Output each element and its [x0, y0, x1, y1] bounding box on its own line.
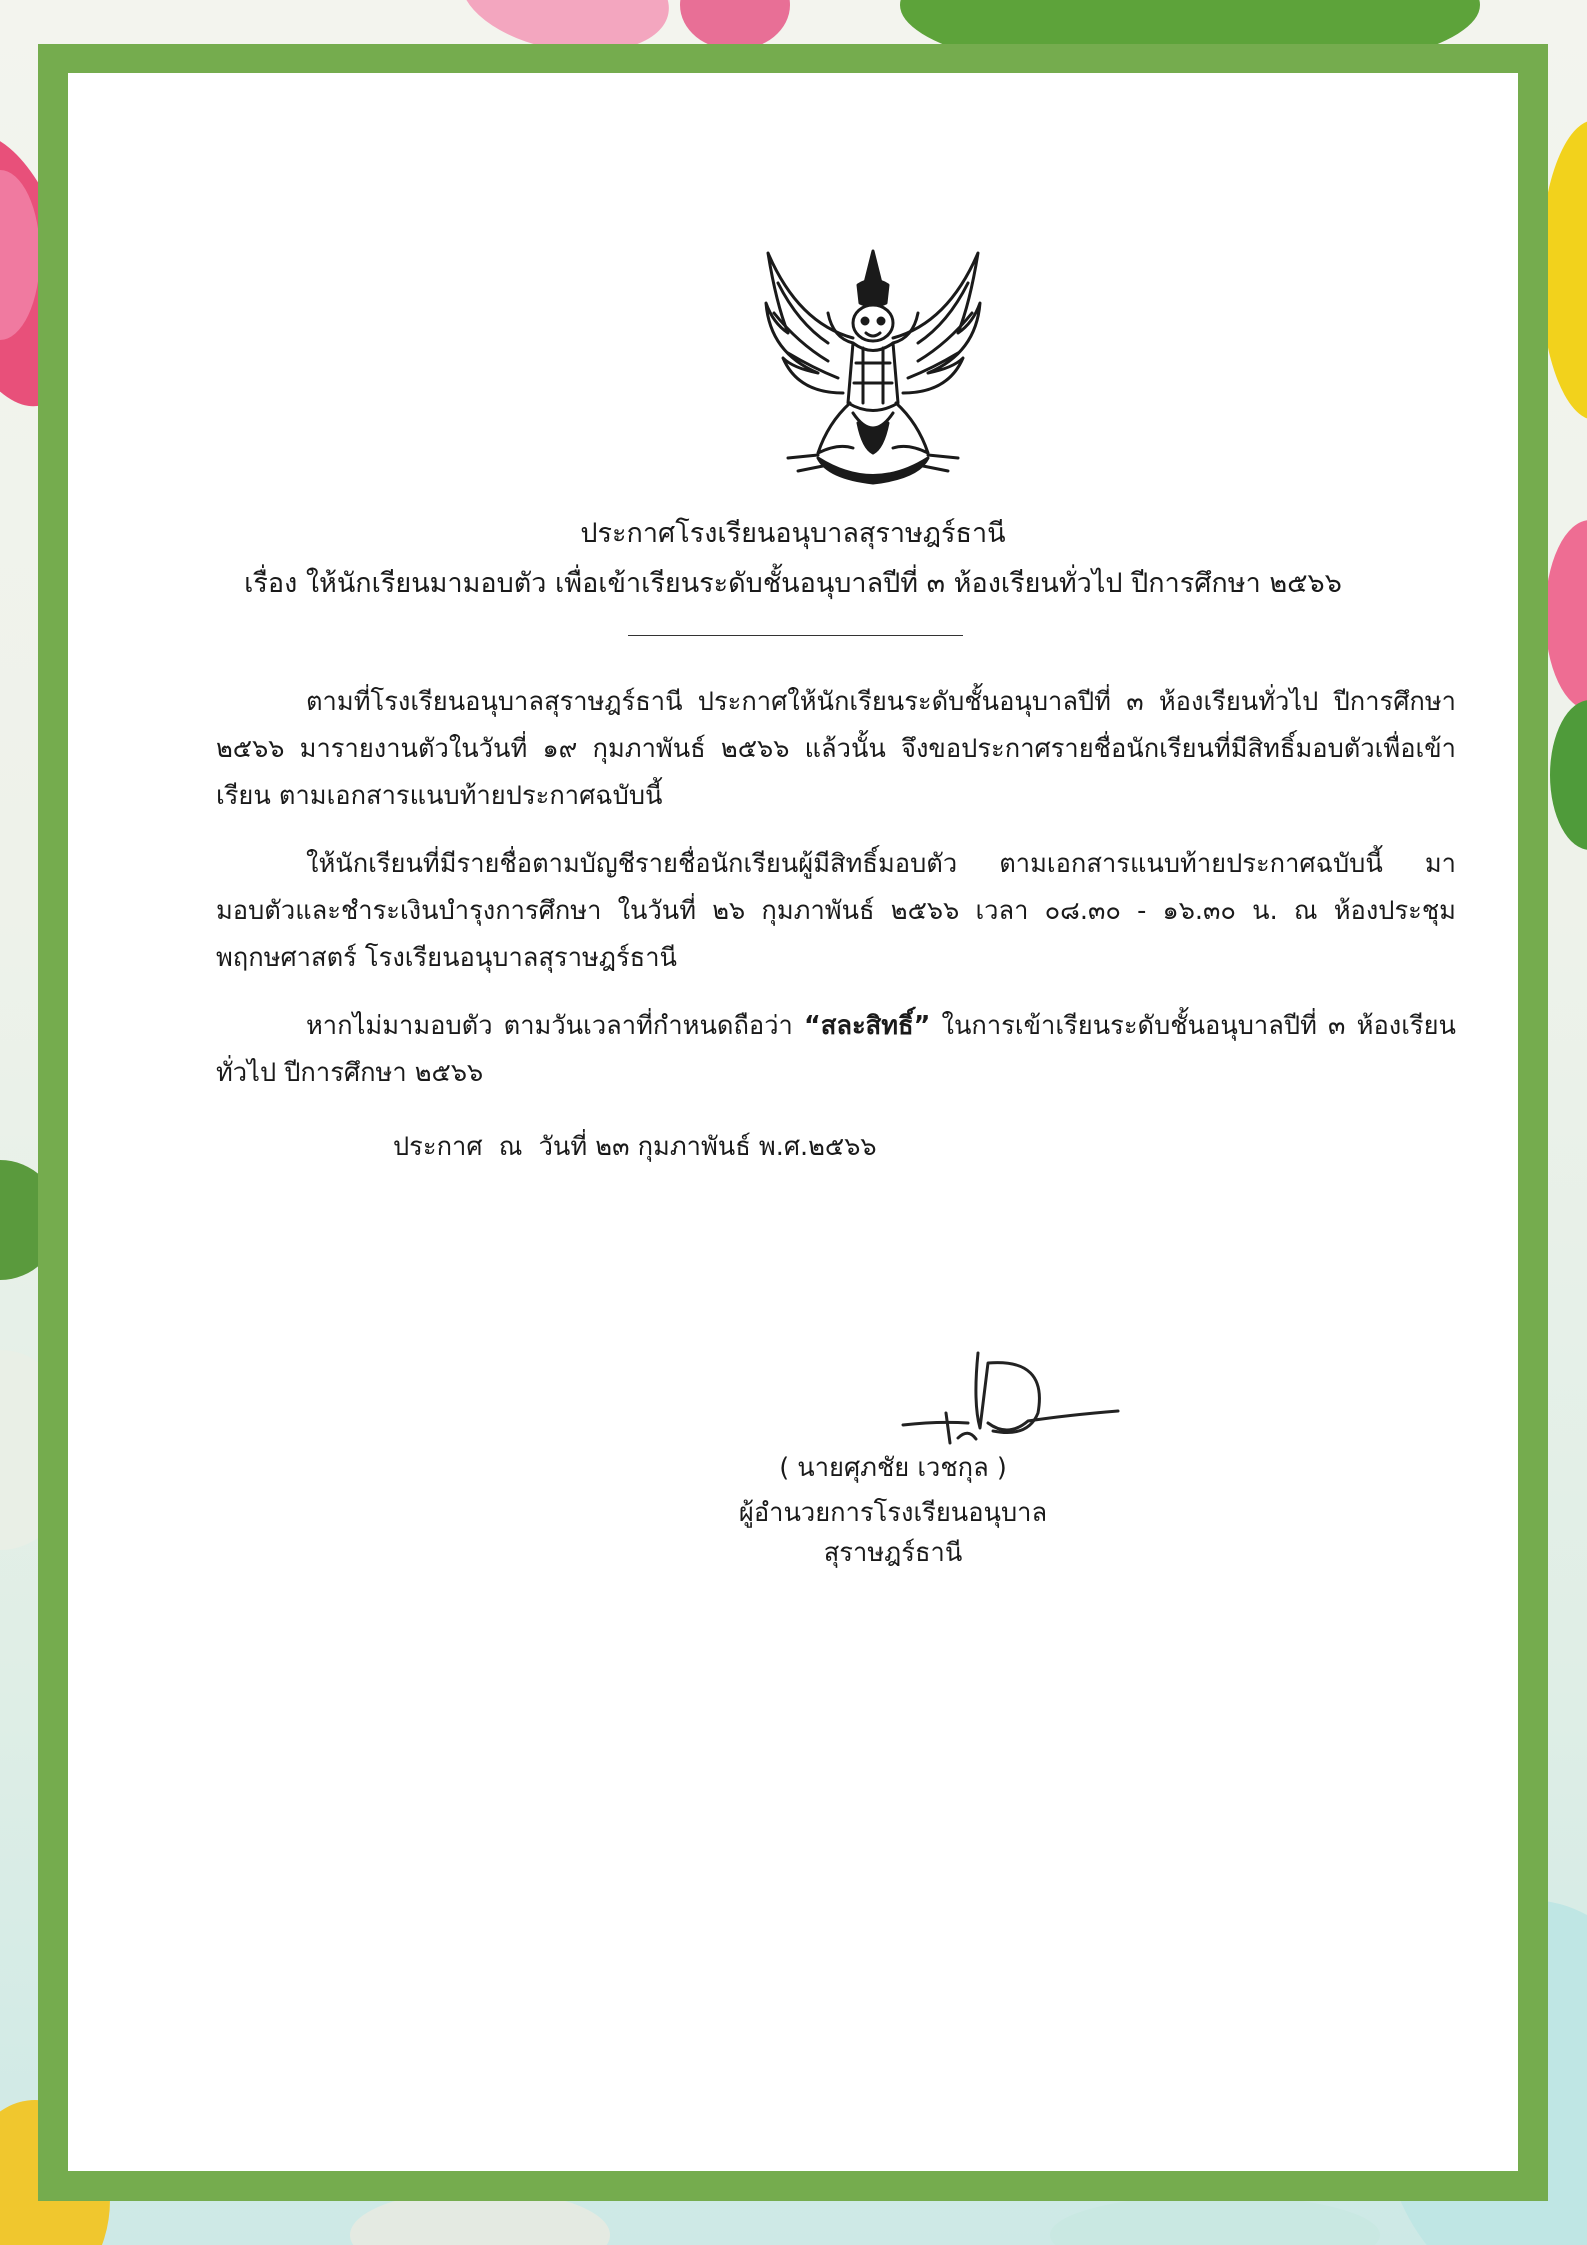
paragraph-2-text: ให้นักเรียนที่มีรายชื่อตามบัญชีรายชื่อนักเรียนผู้มีสิทธิ์มอบตัว ตามเอกสารแนบท้ายประกาศฉบับนี้ มามอบตัวและชำระเงินบำรุงการศึกษา ในวันที่ ๒๖ กุมภาพันธ์ ๒๕๖๖ เวลา ๐๘.๓๐ - ๑๖.๓๐ น. ณ ห้องประชุมพฤกษศาสตร์ โรงเรียนอนุบาลสุราษฎร์ธานี	[216, 849, 1456, 973]
paragraph-3	[216, 1003, 1456, 1097]
document-title: ประกาศโรงเรียนอนุบาลสุราษฎร์ธานี	[580, 518, 1006, 549]
signer-position: ผู้อำนวยการโรงเรียนอนุบาลสุราษฎร์ธานี	[738, 1498, 1048, 1568]
paragraph-2	[216, 841, 1456, 982]
garuda-emblem-icon	[758, 243, 988, 493]
announcement-date: ประกาศ ณ วันที่ ๒๓ กุมภาพันธ์ พ.ศ.๒๕๖๖	[393, 1132, 877, 1162]
document-page	[68, 73, 1518, 2171]
divider	[628, 635, 963, 636]
paragraph-1	[216, 679, 1456, 820]
paragraph-3-after: ในการเข้าเรียนระดับชั้นอนุบาลปีที่ ๓ ห้องเรียนทั่วไป ปีการศึกษา ๒๕๖๖	[216, 1011, 1456, 1088]
paragraph-3-before: หากไม่มามอบตัว ตามวันเวลาที่กำหนดถือว่า	[306, 1011, 805, 1041]
paragraph-1-text: ตามที่โรงเรียนอนุบาลสุราษฎร์ธานี ประกาศให้นักเรียนระดับชั้นอนุบาลปีที่ ๓ ห้องเรียนทั่วไป ปีการศึกษา ๒๕๖๖ มารายงานตัวในวันที่ ๑๙ กุมภาพันธ์ ๒๕๖๖ แล้วนั้น จึงขอประกาศรายชื่อนักเรียนที่มีสิทธิ์มอบตัวเพื่อเข้าเรียน ตามเอกสารแนบท้ายประกาศฉบับนี้	[216, 687, 1456, 811]
paragraph-3-emphasis: “สละสิทธิ์”	[804, 1011, 931, 1041]
document-subject: เรื่อง ให้นักเรียนมามอบตัว เพื่อเข้าเรียนระดับชั้นอนุบาลปีที่ ๓ ห้องเรียนทั่วไป ปีการศึกษา ๒๕๖๖	[244, 568, 1342, 599]
handwritten-signature	[898, 1343, 1128, 1453]
signer-name: ( นายศุภชัย เวชกุล )	[779, 1453, 1007, 1483]
